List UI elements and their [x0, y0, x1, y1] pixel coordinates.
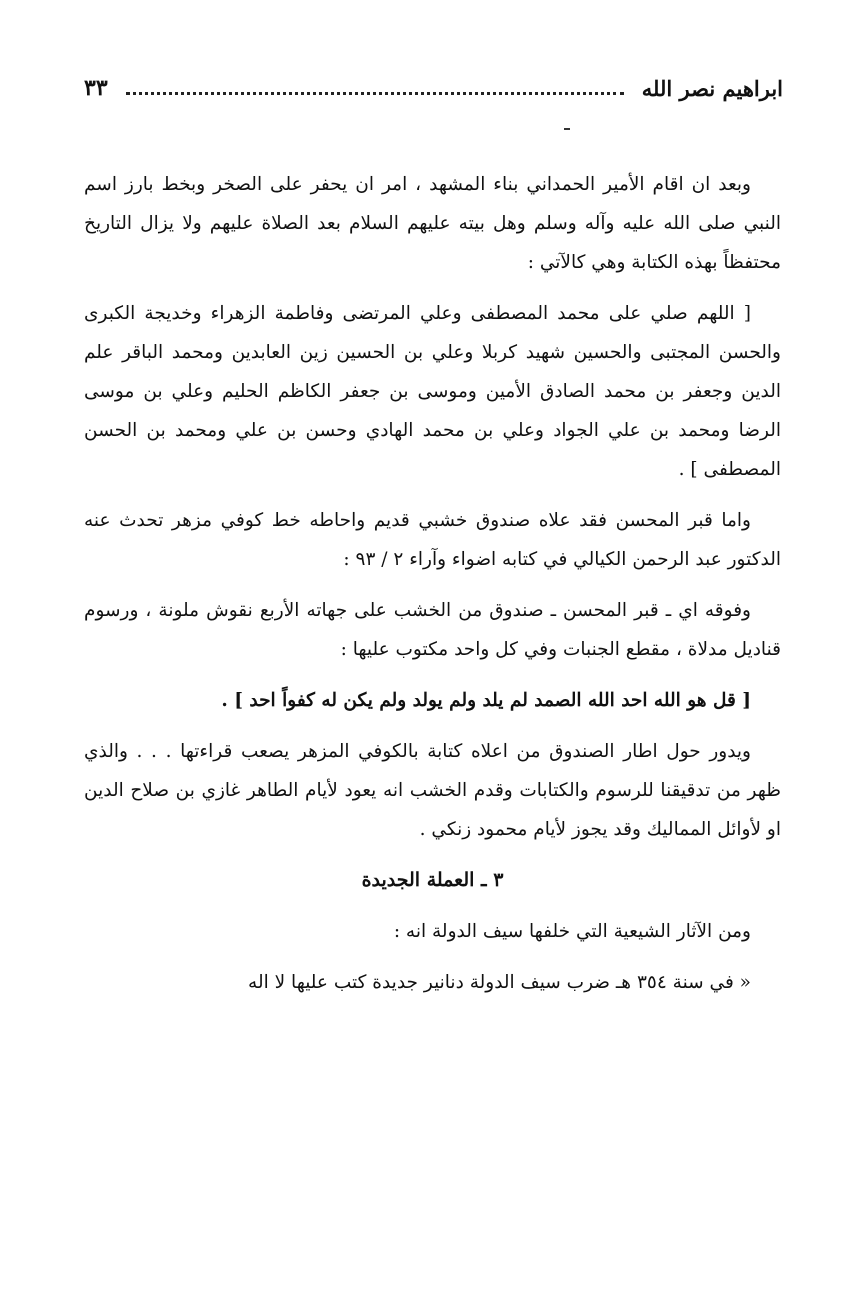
body-text: [84, 165, 781, 1014]
paragraph-new-dinars: « في سنة ٣٥٤ هـ ضرب سيف الدولة دنانير جديدة كتب عليها لا اله: [248, 972, 751, 993]
paragraph-wooden-box: وفوقه اي ـ قبر المحسن ـ صندوق من الخشب على جهاته الأربع نقوش ملونة ، ورسوم قناديل مدلاة ، مقطع الجنبات وفي كل واحد مكتوب عليها :: [84, 600, 781, 660]
paragraph-kufic-frame: ويدور حول اطار الصندوق من اعلاه كتابة بالكوفي المزهر يصعب قراءتها . . . والذي ظهر من تدقيقنا للرسوم والكتابات وقدم الخشب انه يعود لأيام الطاهر غازي بن صلاح الدين او لأوائل المماليك وقد يجوز لأيام محمود زنكي .: [84, 741, 781, 840]
running-header: [84, 68, 783, 108]
running-header-author: ابراهيم نصر الله: [641, 75, 783, 101]
dotted-leader: [126, 92, 624, 95]
paragraph-shia-relics: ومن الآثار الشيعية التي خلفها سيف الدولة انه :: [393, 921, 751, 942]
section-title: ٣ ـ العملة الجديدة: [361, 869, 504, 891]
print-speck: [564, 128, 570, 130]
page-number: ٣٣: [84, 75, 108, 101]
paragraph-intro: وبعد ان اقام الأمير الحمداني بناء المشهد ، امر ان يحفر على الصخر وبخط بارز اسم النبي صلى الله عليه وآله وسلم وهل بيته عليهم السلام بعد الصلاة عليهم ولا يزال التاريخ محتفظاً بهذه الكتابة وهي كالآتي :: [84, 174, 781, 273]
paragraph-inscription-salawat: [ اللهم صلي على محمد المصطفى وعلي المرتضى وفاطمة الزهراء وخديجة الكبرى والحسن المجتبى والحسين شهيد كربلا وعلي بن الحسين زين العابدين ومحمد الباقر علم الدين وجعفر بن محمد الصادق الأمين وموسى بن جعفر الكاظم الحليم وعلي بن موسى الرضا ومحمد بن علي الجواد وعلي بن محمد الهادي وحسن بن علي ومحمد بن الحسن المصطفى ] .: [84, 303, 781, 480]
paragraph-mohsin-tomb: واما قبر المحسن فقد علاه صندوق خشبي قديم واحاطه خط كوفي مزهر تحدث عنه الدكتور عبد الرحمن الكيالي في كتابه اضواء وآراء ٢ / ٩٣ :: [84, 510, 781, 570]
paragraph-surah-ikhlas: [ قل هو الله احد الله الصمد لم يلد ولم يولد ولم يكن له كفواً احد ] .: [221, 690, 751, 711]
